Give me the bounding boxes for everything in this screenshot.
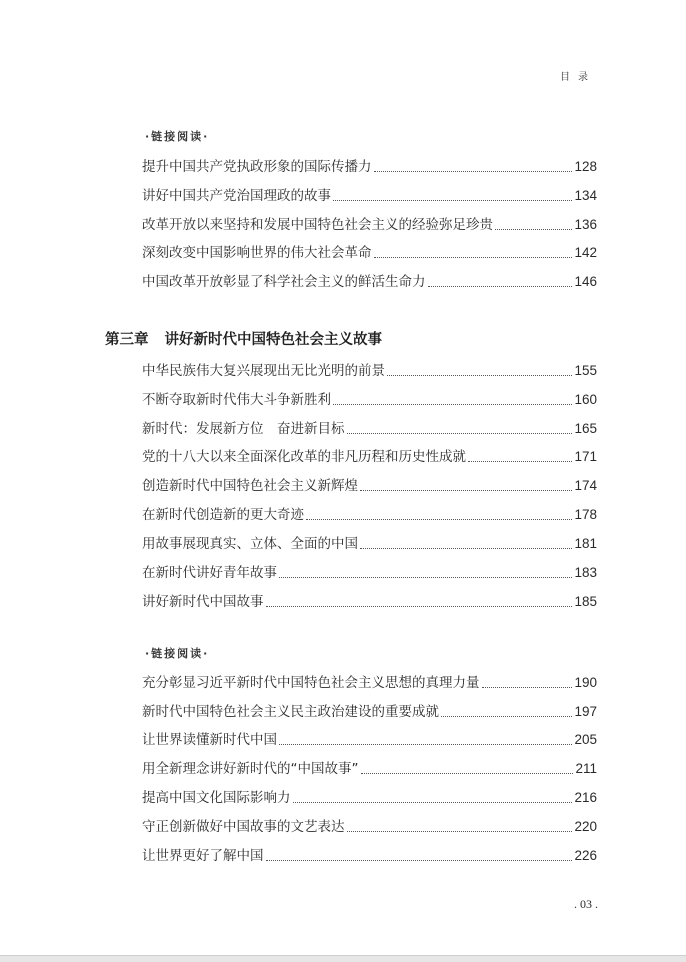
toc-entry-page: 190: [574, 675, 597, 690]
dot-leader: [468, 461, 572, 462]
toc-entry-page: 216: [574, 790, 597, 805]
toc-entry-title: 中华民族伟大复兴展现出无比光明的前景: [142, 363, 385, 379]
chapter-heading[interactable]: [105, 328, 382, 349]
link-reading-heading: ·链接阅读·: [145, 647, 210, 660]
toc-entry[interactable]: [142, 845, 597, 865]
toc-entry-title: 在新时代创造新的更大奇迹: [142, 507, 304, 523]
toc-entry-page: 128: [574, 159, 597, 174]
dot-leader: [333, 200, 572, 201]
toc-entry-title: 新时代：发展新方位 奋进新目标: [142, 421, 345, 437]
toc-entry[interactable]: [142, 214, 597, 234]
dot-leader: [266, 860, 573, 861]
toc-entry[interactable]: [142, 591, 597, 611]
toc-entry-title: 用故事展现真实、立体、全面的中国: [142, 536, 358, 552]
toc-entry[interactable]: [142, 701, 597, 721]
toc-entry-page: 142: [574, 245, 597, 260]
toc-entry[interactable]: [142, 816, 597, 836]
toc-entry-title: 讲好新时代中国故事: [142, 594, 264, 610]
toc-entry[interactable]: [142, 533, 597, 553]
toc-entry-page: 134: [574, 188, 597, 203]
toc-entry[interactable]: [142, 672, 597, 692]
dot-leader: [360, 490, 572, 491]
toc-entry-title: 充分彰显习近平新时代中国特色社会主义思想的真理力量: [142, 675, 480, 691]
toc-entry[interactable]: [142, 504, 597, 524]
toc-entry[interactable]: [142, 729, 597, 749]
toc-entry-title: 改革开放以来坚持和发展中国特色社会主义的经验弥足珍贵: [142, 217, 493, 233]
toc-entry-page: 146: [574, 274, 597, 289]
dot-leader: [279, 744, 572, 745]
running-head: 目录: [560, 72, 596, 83]
toc-entry[interactable]: [142, 787, 597, 807]
toc-entry-title: 让世界读懂新时代中国: [142, 732, 277, 748]
toc-entry[interactable]: [142, 360, 597, 380]
chapter-title: 讲好新时代中国特色社会主义故事: [164, 332, 382, 348]
toc-entry-title: 创造新时代中国特色社会主义新辉煌: [142, 478, 358, 494]
toc-entry-page: 155: [574, 363, 597, 378]
dot-leader: [347, 433, 573, 434]
toc-entry-page: 211: [575, 761, 597, 776]
toc-entry[interactable]: [142, 475, 597, 495]
toc-entry[interactable]: [142, 562, 597, 582]
chapter-number: 第三章: [105, 332, 149, 348]
toc-entry-title: 让世界更好了解中国: [142, 848, 264, 864]
toc-entry-title: 讲好中国共产党治国理政的故事: [142, 188, 331, 204]
toc-entry[interactable]: [142, 156, 597, 176]
toc-entry-page: 160: [574, 392, 597, 407]
dot-leader: [361, 773, 574, 774]
toc-entry-title: 新时代中国特色社会主义民主政治建设的重要成就: [142, 704, 439, 720]
toc-entry-title: 党的十八大以来全面深化改革的非凡历程和历史性成就: [142, 449, 466, 465]
toc-entry-page: 185: [574, 594, 597, 609]
dot-leader: [387, 375, 572, 376]
dot-leader: [495, 229, 572, 230]
toc-entry-page: 183: [574, 565, 597, 580]
toc-entry-page: 226: [574, 848, 597, 863]
toc-entry-title: 提升中国共产党执政形象的国际传播力: [142, 159, 372, 175]
dot-leader: [441, 716, 572, 717]
toc-entry-page: 181: [574, 536, 597, 551]
toc-entry-title: 中国改革开放彰显了科学社会主义的鲜活生命力: [142, 274, 426, 290]
toc-entry-page: 165: [574, 421, 597, 436]
dot-leader: [374, 257, 573, 258]
dot-leader: [360, 548, 572, 549]
dot-leader: [266, 606, 573, 607]
page-number: . 03 .: [574, 897, 598, 911]
link-reading-heading: ·链接阅读·: [145, 130, 210, 143]
toc-entry-title: 深刻改变中国影响世界的伟大社会革命: [142, 245, 372, 261]
dot-leader: [279, 577, 572, 578]
toc-entry[interactable]: [142, 446, 597, 466]
toc-entry-page: 220: [574, 819, 597, 834]
toc-entry[interactable]: [142, 389, 597, 409]
dot-leader: [347, 831, 573, 832]
toc-entry-page: 136: [574, 217, 597, 232]
dot-leader: [482, 687, 573, 688]
toc-entry[interactable]: [142, 758, 597, 778]
toc-entry-title: 用全新理念讲好新时代的“中国故事”: [142, 761, 359, 777]
dot-leader: [333, 404, 572, 405]
toc-entry-page: 197: [574, 704, 597, 719]
toc-entry-title: 不断夺取新时代伟大斗争新胜利: [142, 392, 331, 408]
toc-entry[interactable]: [142, 185, 597, 205]
dot-leader: [306, 519, 572, 520]
dot-leader: [374, 171, 573, 172]
toc-entry-title: 守正创新做好中国故事的文艺表达: [142, 819, 345, 835]
toc-entry-title: 在新时代讲好青年故事: [142, 565, 277, 581]
dot-leader: [428, 286, 573, 287]
toc-entry[interactable]: [142, 271, 597, 291]
toc-entry-title: 提高中国文化国际影响力: [142, 790, 291, 806]
dot-leader: [293, 802, 573, 803]
toc-entry[interactable]: [142, 242, 597, 262]
toc-entry[interactable]: [142, 418, 597, 438]
toc-entry-page: 205: [574, 732, 597, 747]
toc-entry-page: 171: [574, 449, 597, 464]
toc-entry-page: 174: [574, 478, 597, 493]
toc-entry-page: 178: [574, 507, 597, 522]
